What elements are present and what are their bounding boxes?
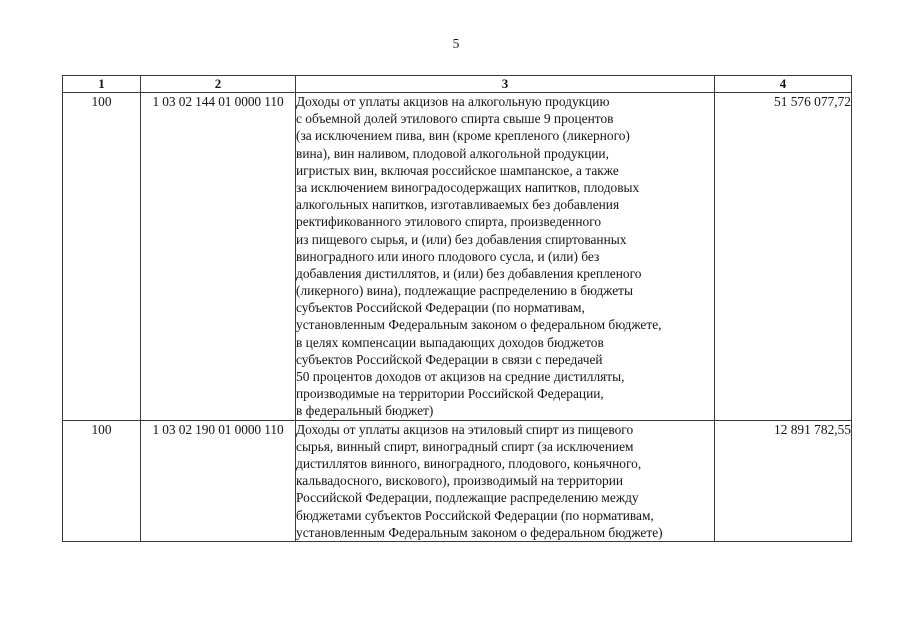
description-line: с объемной долей этилового спирта свыше 9 процентов [296,111,614,127]
description-line: бюджетами субъектов Российской Федерации (по нормативам, [296,507,654,523]
admin-code-cell: 100 [63,93,141,421]
description-line: субъектов Российской Федерации (по нормативам, [296,300,585,316]
budget-code-cell: 1 03 02 190 01 0000 110 [141,420,296,541]
description-line: вина), вин наливом, плодовой алкогольной продукции, [296,145,609,161]
description-line: (ликерного) вина), подлежащие распределению в бюджеты [296,283,634,299]
description-line: игристых вин, включая российское шампанское, а также [296,162,619,178]
budget-code-cell: 1 03 02 144 01 0000 110 [141,93,296,421]
amount-cell: 51 576 077,72 [715,93,852,421]
description-line: 50 процентов доходов от акцизов на средние дистилляты, [296,369,625,384]
description-line: Доходы от уплаты акцизов на алкогольную продукцию [296,94,610,109]
description-line: ректификованного этилового спирта, произведенного [296,214,602,230]
description-line: производимые на территории Российской Федерации, [296,386,604,402]
revenue-table [62,75,852,542]
description-line: субъектов Российской Федерации в связи с передачей [296,351,603,367]
table-row [63,420,852,541]
description-line: кальвадосного, вискового), производимый на территории [296,473,624,489]
description-line: дистиллятов винного, виноградного, плодового, коньячного, [296,455,642,471]
description-cell [296,93,715,421]
table-header-row [63,76,852,93]
description-line: за исключением виноградосодержащих напитков, плодовых [296,179,640,195]
description-line: (за исключением пива, вин (кроме крепленого (ликерного) [296,128,630,144]
column-header-1: 1 [63,76,141,93]
description-cell [296,420,715,541]
description-line: в целях компенсации выпадающих доходов бюджетов [296,334,604,350]
column-header-3: 3 [296,76,715,93]
description-line: установленным Федеральным законом о федеральном бюджете) [296,524,663,540]
amount-cell: 12 891 782,55 [715,420,852,541]
description-line: Российской Федерации, подлежащие распределению между [296,490,639,506]
table-row [63,93,852,421]
description-line: установленным Федеральным законом о федеральном бюджете, [296,317,662,333]
admin-code-cell: 100 [63,420,141,541]
description-line: Доходы от уплаты акцизов на этиловый спирт из пищевого [296,421,634,437]
page-number: 5 [452,36,460,51]
description-line: в федеральный бюджет) [296,403,434,419]
description-line: сырья, винный спирт, виноградный спирт (за исключением [296,438,634,454]
description-line: виноградного или иного плодового сусла, и (или) без [296,248,600,264]
column-header-2: 2 [141,76,296,93]
description-line: добавления дистиллятов, и (или) без добавления крепленого [296,265,642,281]
description-line: из пищевого сырья, и (или) без добавления спиртованных [296,231,627,247]
description-line: алкогольных напитков, изготавливаемых без добавления [296,197,620,213]
column-header-4: 4 [715,76,852,93]
